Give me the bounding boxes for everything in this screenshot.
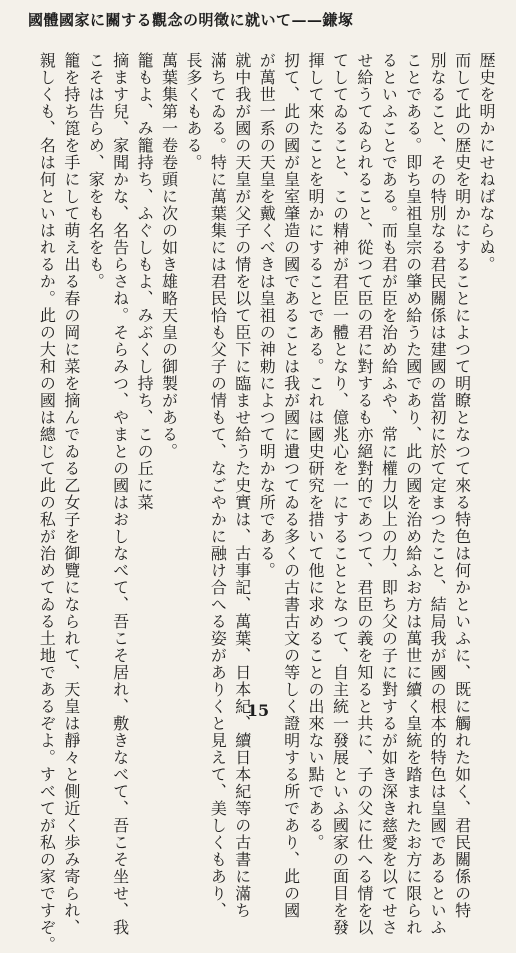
text-column: てしてゐること、この精神が君臣一體となり、億兆心を一にすることとなつて、自主統一發展といふ國家の面目を發 [330, 52, 350, 936]
text-column: 籠もよ、み籠持ち、ふぐしもよ、みぶくし持ち、この丘に菜 [135, 52, 155, 511]
text-column: 萬葉集第一卷卷頭に次の如き雄略天皇の御製がある。 [159, 52, 179, 460]
running-header: 國體國家に關する觀念の明徵に就いて——鎌塚 [28, 11, 354, 29]
text-column: 籠を持ち箆を手にして萌え出る春の岡に菜を摘んでゐる乙女子を御覽になられて、天皇は靜々と側近く歩み寄られ、 [61, 52, 81, 936]
text-column: 就中我が國の天皇が父子の情を以て臣下に臨ませ給うた史實は、古事記、萬葉、日本紀、續日本紀等の古書に滿ち [232, 52, 252, 919]
text-column: 滿ちてゐる。特に萬葉集には君民恰も父子の情もて、なごやかに融け合へる姿がありくと見えて、美しくもあり、 [208, 52, 228, 919]
text-column: 別なること、その特別なる君民關係は建國の當初に於て定まつたこと、結局我が國の根本的特色は皇國であるといふ [428, 52, 448, 936]
text-column: 揮して來たことを明かにすることである。これは國史研究を措いて他に求めることの出來ない點である。 [306, 52, 326, 851]
text-column: せ給うてゐられること、從つて臣の君に對するも亦絕對的であつて、君臣の義を知ると共に、子の父に仕へる情を以 [354, 52, 374, 936]
page-number: 15 [246, 701, 270, 720]
text-column: 歴史を明かにせねばならぬ。 [477, 52, 496, 273]
text-column: 摘ます兒、家聞かな、名告らさね。そらみつ、やまとの國はおしなべて、吾こそ居れ、敷きなべて、吾こそ坐せ、我 [110, 52, 130, 936]
text-column: るといふことである。而も君が臣を治め給ふや、常に權力以上の力、即ち父の子に對するが如き深き慈愛を以てせさ [379, 52, 399, 936]
text-column: こそは告らめ、家をも名をも。 [86, 52, 106, 290]
text-column: 而して此の歴史を明かにすることによつて明瞭となつて來る特色は何かといふに、既に觸れた如く、君民關係の特 [452, 52, 472, 919]
text-column: ことである。即ち皇祖皇宗の肇め給うた國であり、此の國を治め給ふお方は萬世に續く皇統を踏まれたお方に限られ [403, 52, 423, 936]
text-column: が萬世一系の天皇を戴くべきは皇祖の神勅によつて明かな所である。 [257, 52, 277, 579]
text-column: 長多くもある。 [183, 52, 203, 171]
text-column: 親しくも、名は何といはれるか。此の大和の國は總じて此の私が治めてゐる土地であるぞよ。すべてが私の家ですぞ。 [37, 52, 57, 953]
text-column: 扨て、此の國が皇室肇造の國であることは我が國に遺つてゐる多くの古書古文の等しく證明する所であり、此の國 [281, 52, 301, 919]
